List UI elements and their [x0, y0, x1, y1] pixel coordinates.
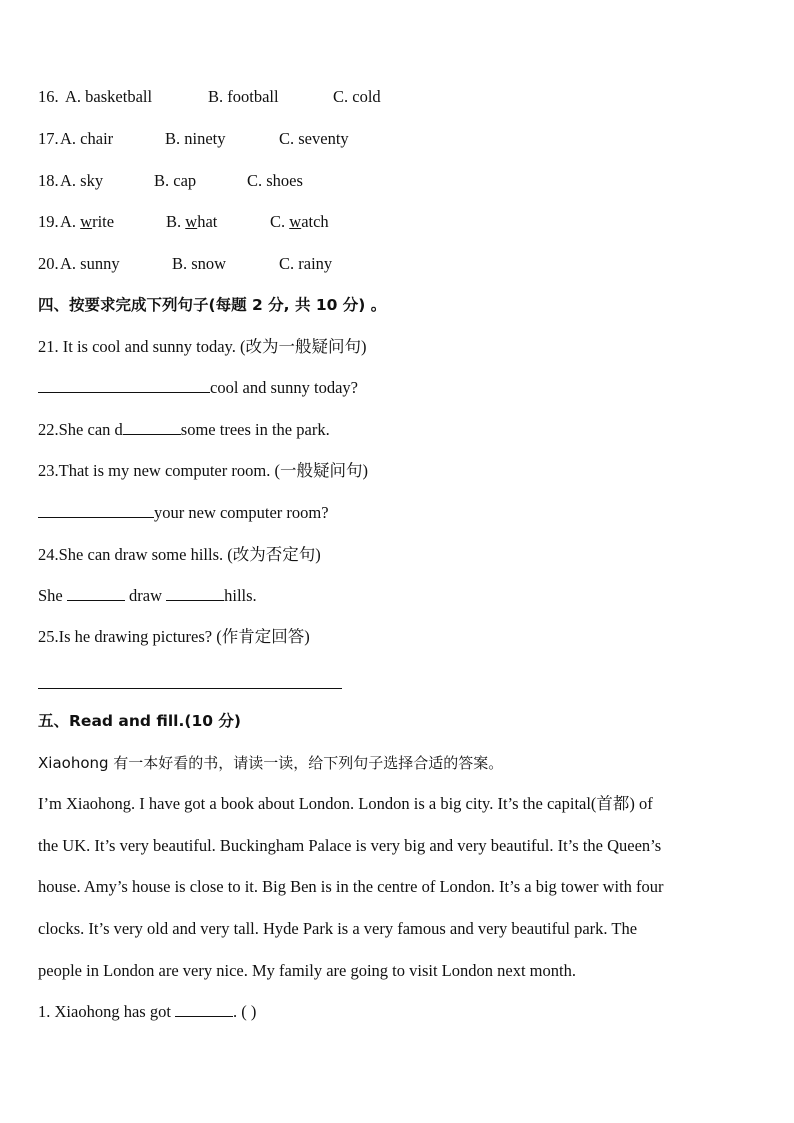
answer-blank[interactable] [123, 420, 181, 435]
option-b: B. ninety [165, 129, 226, 148]
option-b: B. football [208, 87, 279, 106]
option-b: B. cap [154, 171, 197, 190]
option-a: A. sunny [60, 254, 120, 273]
answer-blank[interactable] [67, 586, 125, 601]
section-5-intro: Xiaohong 有一本好看的书，请读一读，给下列句子选择合适的答案。 [38, 754, 504, 772]
option-c: C. watch [270, 212, 329, 231]
question-number: 16. [38, 87, 59, 106]
option-b: B. what [166, 212, 218, 231]
answer-blank[interactable] [38, 503, 154, 518]
option-c: C. shoes [247, 171, 303, 190]
answer-text: cool and sunny today? [210, 378, 359, 397]
answer-line[interactable] [38, 688, 342, 689]
option-c: C. rainy [279, 254, 333, 273]
question-20 [38, 254, 332, 274]
option-c: C. seventy [279, 129, 349, 148]
option-a: A. sky [60, 171, 104, 190]
answer-blank[interactable] [38, 378, 210, 393]
option-a: A. write [60, 212, 115, 231]
question-24-answer [38, 586, 257, 606]
reading-question-1 [38, 1002, 256, 1022]
section-4-heading: 四、按要求完成下列句子(每题 2 分, 共 10 分) 。 [38, 296, 387, 314]
option-a: A. basketball [65, 87, 153, 106]
question-number: 19. [38, 212, 59, 231]
question-number: 18. [38, 171, 59, 190]
option-a: A. chair [60, 129, 114, 148]
question-23: 23.That is my new computer room. (一般疑问句) [38, 461, 368, 480]
passage-line: house. Amy’s house is close to it. Big Ben is in the centre of London. It’s a big tower with four [38, 877, 664, 896]
option-b: B. snow [172, 254, 227, 273]
answer-text: hills. [224, 586, 257, 605]
answer-blank[interactable] [175, 1002, 233, 1017]
answer-text: your new computer room? [154, 503, 329, 522]
question-number: 17. [38, 129, 59, 148]
question-16 [38, 87, 381, 107]
option-c: C. cold [333, 87, 381, 106]
answer-text: draw [129, 586, 162, 605]
question-25: 25.Is he drawing pictures? (作肯定回答) [38, 627, 310, 646]
question-19 [38, 212, 329, 232]
question-21: 21. It is cool and sunny today. (改为一般疑问句) [38, 337, 367, 356]
passage-line: people in London are very nice. My family are going to visit London next month. [38, 961, 576, 980]
answer-blank[interactable] [166, 586, 224, 601]
question-18 [38, 171, 303, 191]
question-text: . ( ) [233, 1002, 257, 1021]
passage-line: clocks. It’s very old and very tall. Hyde Park is a very famous and very beautiful park. The [38, 919, 638, 938]
question-number: 20. [38, 254, 59, 273]
section-5-heading: 五、Read and fill.(10 分) [38, 712, 242, 730]
answer-text: She [38, 586, 63, 605]
question-text: 1. Xiaohong has got [38, 1002, 171, 1021]
question-text: some trees in the park. [180, 420, 330, 439]
question-17 [38, 129, 349, 149]
passage-line: I’m Xiaohong. I have got a book about London. London is a big city. It’s the capital(首都) of [38, 794, 653, 813]
question-text: 22.She can d [38, 420, 123, 439]
question-23-answer [38, 503, 329, 523]
question-22 [38, 420, 330, 440]
question-24: 24.She can draw some hills. (改为否定句) [38, 545, 321, 564]
question-21-answer [38, 378, 358, 398]
passage-line: the UK. It’s very beautiful. Buckingham Palace is very big and very beautiful. It’s the Queen’s [38, 836, 662, 855]
